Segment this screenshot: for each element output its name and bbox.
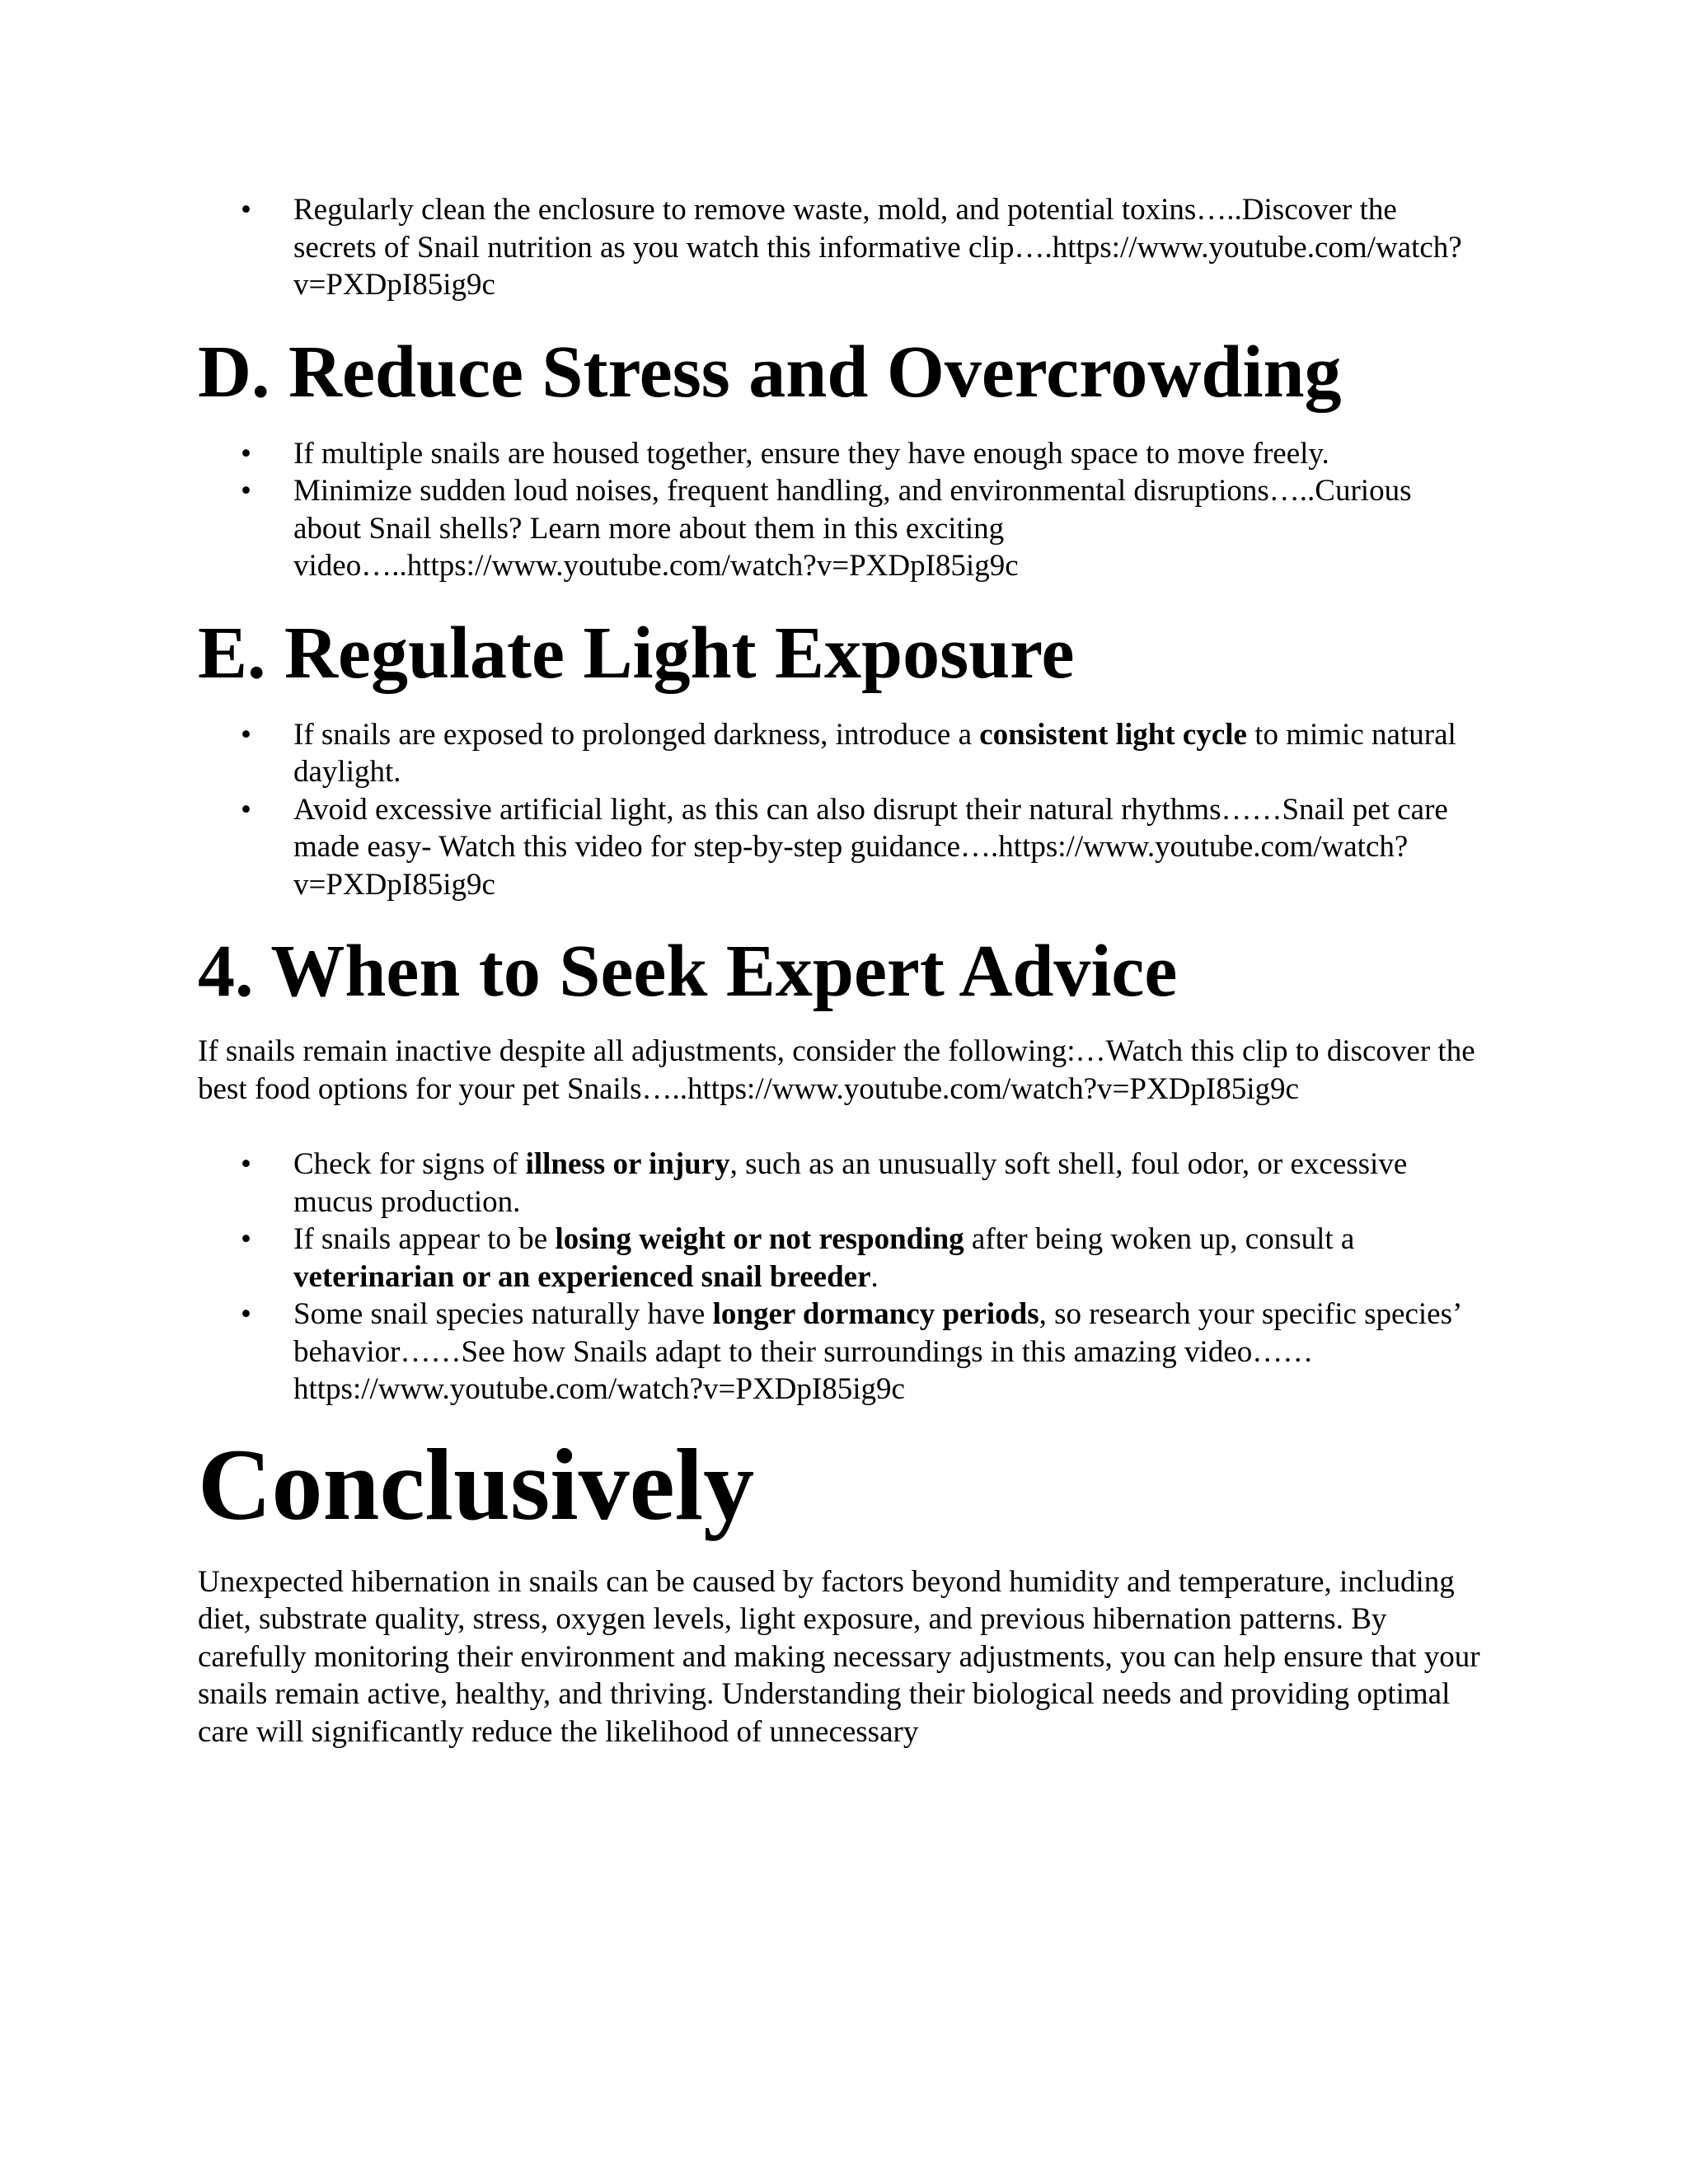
section-d-bullets: [198, 435, 1484, 585]
section-e-bullets: [198, 716, 1484, 904]
bullet-glyph: •: [241, 436, 251, 471]
list-item-text: Minimize sudden loud noises, frequent handling, and environmental disruptions…..Curious about Snail shells? Learn more about them in this exciting video…..https://www.youtube.com/watch?v=PXDpI85ig9c: [293, 474, 1412, 583]
list-item-text: [293, 1147, 1407, 1219]
bullet-glyph: •: [241, 1222, 251, 1256]
section-heading-d: D. Reduce Stress and Overcrowding: [198, 330, 1342, 413]
bullet-glyph: •: [241, 1147, 251, 1181]
bullet-glyph: •: [241, 792, 251, 827]
list-item-text: Avoid excessive artificial light, as this can also disrupt their natural rhythms……Snail pet care made easy- Watch this video for step-by-step guidance….https://www.youtube.com/watch?v=PXDpI85ig9c: [293, 792, 1448, 902]
text-run: Some snail species naturally have: [293, 1297, 713, 1331]
bold-text-run: losing weight or not responding: [555, 1222, 964, 1256]
list-item: [198, 1221, 1484, 1296]
list-item: [198, 1296, 1484, 1408]
text-run: If snails appear to be: [293, 1222, 556, 1256]
bullet-glyph: •: [241, 474, 251, 508]
text-run: , so research your specific species’ behavior……See how Snails adapt to their surroundings in this amazing video……https://www.youtube.com/watch?v=PXDpI85ig9c: [293, 1297, 1461, 1406]
list-item: [198, 791, 1484, 904]
bold-text-run: consistent light cycle: [979, 717, 1247, 752]
section-4-bullets: [198, 1146, 1484, 1408]
text-run: to mimic natural daylight.: [293, 717, 1456, 789]
text-run: after being woken up, consult a: [964, 1222, 1355, 1256]
text-run: If snails are exposed to prolonged darkness, introduce a: [293, 717, 980, 752]
list-item: [198, 191, 1484, 304]
list-item: [198, 472, 1484, 585]
bullet-glyph: •: [241, 1297, 251, 1331]
bold-text-run: longer dormancy periods: [712, 1297, 1039, 1331]
section-heading-4: 4. When to Seek Expert Advice: [198, 930, 1178, 1012]
list-item-text: [293, 1297, 1461, 1406]
conclusion-heading: Conclusively: [198, 1427, 755, 1541]
list-item-text: [293, 718, 1456, 790]
text-run: , such as an unusually soft shell, foul odor, or excessive mucus production.: [293, 1147, 1408, 1219]
text-run: .: [870, 1259, 879, 1294]
section-c-bullets: [198, 191, 1484, 304]
list-item: [198, 1146, 1484, 1221]
list-item: [198, 716, 1484, 791]
text-run: Check for signs of: [293, 1147, 526, 1181]
section-heading-e: E. Regulate Light Exposure: [198, 612, 1075, 694]
bold-text-run: illness or injury: [525, 1147, 730, 1181]
document-page: [198, 191, 1484, 1750]
bullet-glyph: •: [241, 717, 251, 752]
list-item-text: Regularly clean the enclosure to remove waste, mold, and potential toxins…..Discover the secrets of Snail nutrition as you watch this informative clip….https://www.youtube.com/watch?v=PXDpI85ig9c: [293, 193, 1462, 302]
bold-text-run: veterinarian or an experienced snail breeder: [293, 1259, 871, 1294]
list-item: [198, 435, 1484, 473]
list-item-text: If multiple snails are housed together, ensure they have enough space to move freely.: [293, 436, 1329, 471]
section-4-intro: If snails remain inactive despite all adjustments, consider the following:…Watch this clip to discover the best food options for your pet Snails…..https://www.youtube.com/watch?v=PXDpI85ig9c: [198, 1034, 1475, 1106]
list-item-text: [293, 1222, 1354, 1294]
bullet-glyph: •: [241, 193, 251, 227]
conclusion-text: Unexpected hibernation in snails can be caused by factors beyond humidity and temperature, including diet, substrate quality, stress, oxygen levels, light exposure, and previous hibernation patterns. By carefully monitoring their environment and making necessary adjustments, you can help ensure that your snails remain active, healthy, and thriving. Understanding their biological needs and providing optimal care will significantly reduce the likelihood of unnecessary: [198, 1564, 1480, 1749]
